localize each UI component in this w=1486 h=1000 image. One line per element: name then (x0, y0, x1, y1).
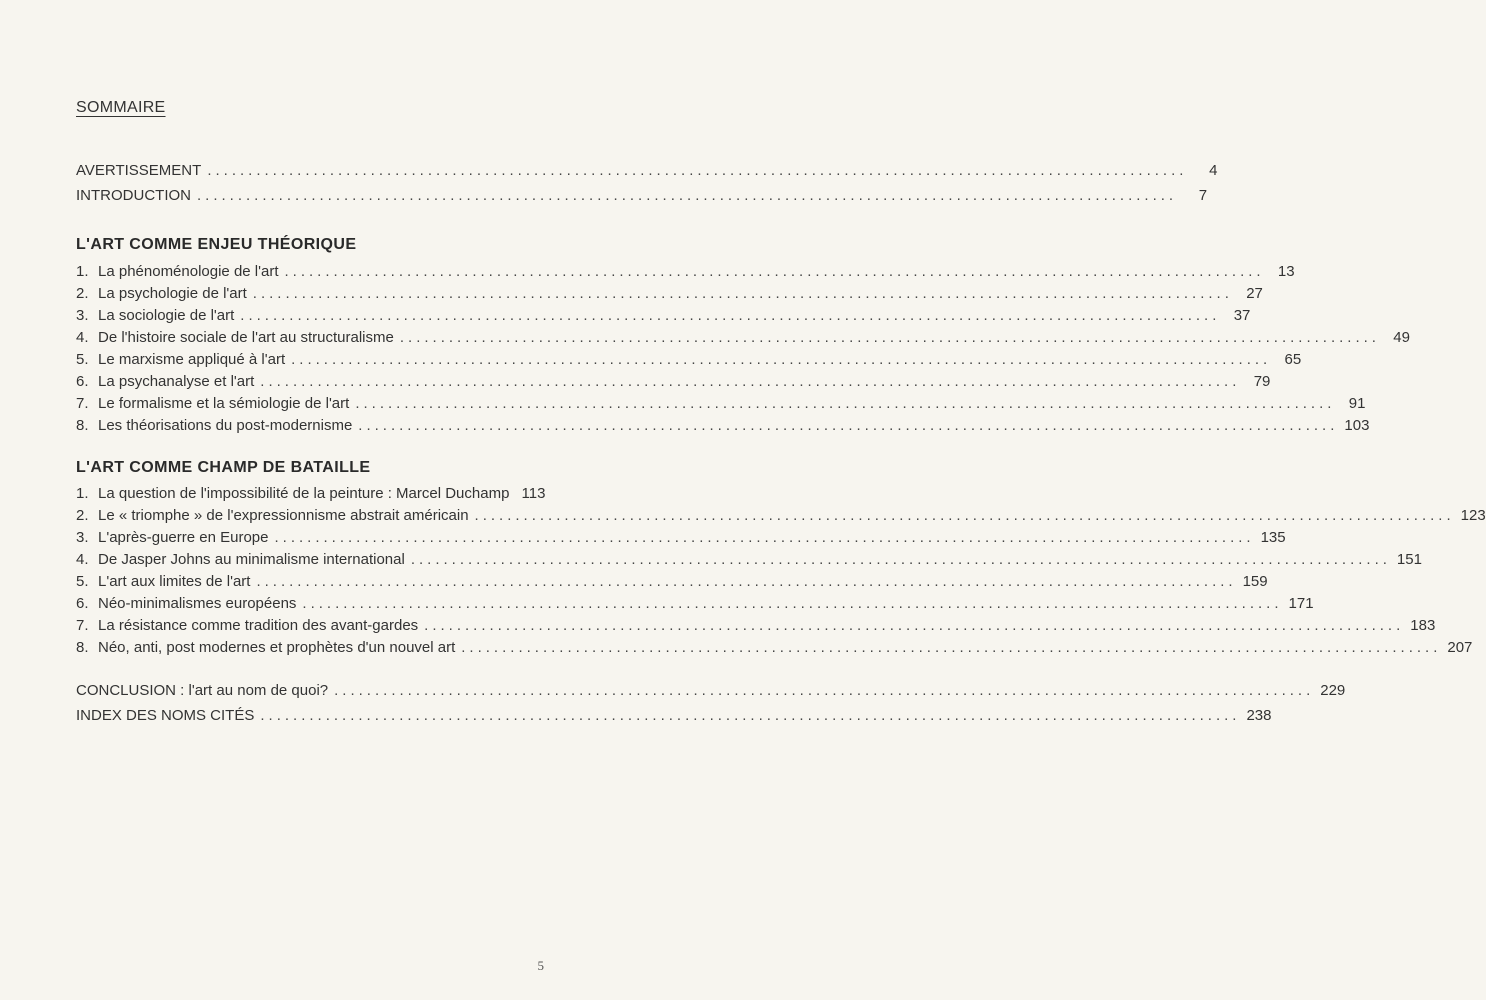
entry-number: 2. (76, 507, 89, 524)
leader-dots: ........................................................................................................................ (207, 162, 1188, 179)
toc-entry (76, 639, 1473, 661)
entry-page: 171 (1288, 595, 1314, 612)
entry-page: 13 (1277, 263, 1295, 280)
toc-entry (76, 329, 1410, 351)
toc-entry (76, 263, 1295, 285)
entry-title: L'après-guerre en Europe (98, 529, 269, 546)
entry-page: 135 (1260, 529, 1286, 546)
entry-number: 3. (76, 307, 89, 324)
entry-title: Le « triomphe » de l'expressionnisme abstrait américain (98, 507, 469, 524)
leader-dots: ........................................................................................................................ (240, 307, 1221, 324)
leader-dots: ........................................................................................................................ (291, 351, 1272, 368)
toc-entry (76, 307, 1251, 329)
entry-page: 123 (1460, 507, 1486, 524)
leader-dots: ........................................................................................................................ (424, 617, 1405, 634)
entry-title: De Jasper Johns au minimalisme international (98, 551, 405, 568)
toc-entry (76, 529, 1286, 551)
entry-page: 113 (521, 485, 546, 502)
entry-title: AVERTISSEMENT (76, 162, 202, 179)
leader-dots: ........................................................................................................................ (284, 263, 1265, 280)
toc-entry (76, 617, 1436, 639)
entry-number: 5. (76, 351, 89, 368)
leader-dots: ........................................................................................................................ (399, 329, 1380, 346)
toc-page (76, 0, 1486, 1000)
toc-entry (76, 573, 1268, 595)
entry-number: 4. (76, 551, 89, 568)
entry-title: De l'histoire sociale de l'art au structuralisme (98, 329, 394, 346)
entry-title: INTRODUCTION (76, 187, 191, 204)
entry-page: 4 (1209, 162, 1218, 179)
toc-entry (76, 162, 1218, 184)
toc-entry (76, 485, 544, 507)
leader-dots: ........................................................................................................................ (474, 507, 1455, 524)
leader-dots: ........................................................................................................................ (461, 639, 1442, 656)
entry-number: 6. (76, 595, 89, 612)
toc-entry (76, 285, 1263, 307)
toc-entry (76, 707, 1272, 729)
entry-title: La psychanalyse et l'art (98, 373, 255, 390)
entry-number: 8. (76, 639, 89, 656)
leader-dots: ........................................................................................................................ (355, 395, 1336, 412)
entry-page: 238 (1246, 707, 1272, 724)
entry-title: CONCLUSION : l'art au nom de quoi? (76, 682, 329, 699)
entry-number: 8. (76, 417, 89, 434)
leader-dots: ........................................................................................................................ (197, 187, 1178, 204)
leader-dots: ........................................................................................................................ (302, 595, 1283, 612)
entry-number: 1. (76, 263, 89, 280)
page-title: SOMMAIRE (76, 99, 166, 116)
entry-number: 6. (76, 373, 89, 390)
leader-dots: ........................................................................................................................ (256, 573, 1237, 590)
entry-title: Le marxisme appliqué à l'art (98, 351, 286, 368)
toc-entry (76, 595, 1314, 617)
entry-page: 229 (1320, 682, 1346, 699)
toc-entry (76, 187, 1208, 209)
entry-page: 183 (1410, 617, 1436, 634)
leader-dots: ........................................................................................................................ (260, 373, 1241, 390)
entry-title: La sociologie de l'art (98, 307, 235, 324)
entry-title: La phénoménologie de l'art (98, 263, 279, 280)
entry-title: Le formalisme et la sémiologie de l'art (98, 395, 350, 412)
toc-entry (76, 395, 1366, 417)
entry-page: 79 (1253, 373, 1271, 390)
toc-entry (76, 682, 1346, 704)
entry-page: 27 (1246, 285, 1263, 302)
entry-title: Les théorisations du post-modernisme (98, 417, 353, 434)
leader-dots: ........................................................................................................................ (334, 682, 1315, 699)
section-heading: L'ART COMME CHAMP DE BATAILLE (76, 459, 371, 476)
section-heading: L'ART COMME ENJEU THÉORIQUE (76, 236, 357, 253)
entry-title: La résistance comme tradition des avant-gardes (98, 617, 419, 634)
entry-page: 49 (1393, 329, 1410, 346)
entry-page: 37 (1233, 307, 1251, 324)
leader-dots: ........................................................................................................................ (410, 551, 1391, 568)
entry-page: 7 (1198, 187, 1208, 204)
toc-entry (76, 417, 1370, 439)
entry-number: 7. (76, 617, 89, 634)
entry-number: 1. (76, 485, 89, 502)
leader-dots: ........................................................................................................................ (260, 707, 1241, 724)
toc-entry (76, 551, 1422, 573)
toc-entry (76, 507, 1486, 529)
entry-page: 207 (1447, 639, 1473, 656)
entry-page: 151 (1396, 551, 1422, 568)
entry-number: 5. (76, 573, 89, 590)
toc-entry (76, 373, 1271, 395)
entry-title: Néo-minimalismes européens (98, 595, 297, 612)
entry-title: INDEX DES NOMS CITÉS (76, 707, 255, 724)
entry-number: 3. (76, 529, 89, 546)
entry-number: 2. (76, 285, 89, 302)
entry-page: 91 (1348, 395, 1366, 412)
page-number: 5 (537, 958, 544, 973)
entry-page: 103 (1344, 417, 1370, 434)
leader-dots: ........................................................................................................................ (274, 529, 1255, 546)
entry-page: 65 (1284, 351, 1302, 368)
leader-dots: ........................................................................................................................ (252, 285, 1233, 302)
toc-entry (76, 351, 1302, 373)
entry-title: Néo, anti, post modernes et prophètes d'un nouvel art (98, 639, 456, 656)
entry-number: 7. (76, 395, 89, 412)
entry-page: 159 (1242, 573, 1268, 590)
entry-title: La psychologie de l'art (98, 285, 247, 302)
leader-dots: ........................................................................................................................ (358, 417, 1339, 434)
entry-title: La question de l'impossibilité de la peinture : Marcel Duchamp (98, 485, 510, 502)
entry-number: 4. (76, 329, 89, 346)
entry-title: L'art aux limites de l'art (98, 573, 251, 590)
